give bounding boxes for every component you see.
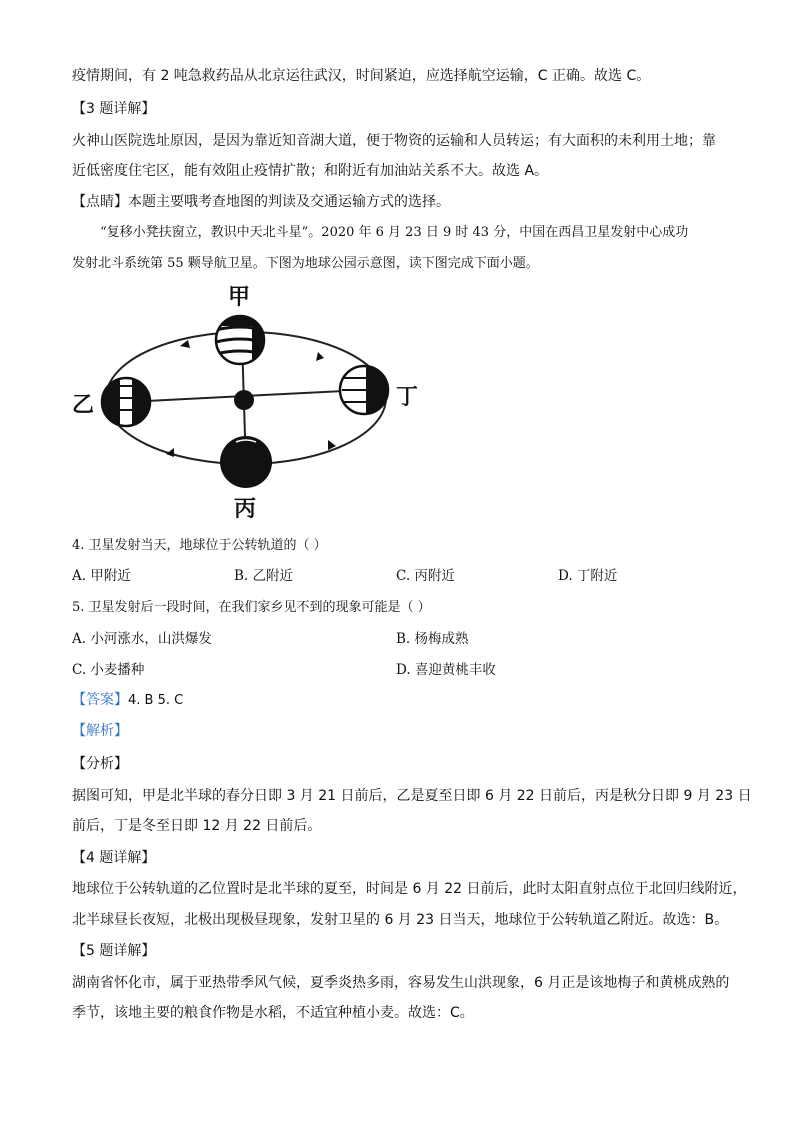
label-bing: 丙 bbox=[234, 496, 257, 522]
paragraph-q3-line1: 火神山医院选址原因，是因为靠近知音湖大道，便于物资的运输和人员转运；有大面积的未利用土地；靠 bbox=[72, 133, 716, 149]
orbit-arrow-icon bbox=[316, 352, 324, 361]
answer-text: 4. B 5. C bbox=[128, 693, 184, 708]
q4-detail-line1: 地球位于公转轨道的乙位置时是北半球的夏至，时间是 6 月 22 日前后，此时太阳直射点位于北回归线附近， bbox=[72, 881, 747, 897]
q5-option-c[interactable]: C. 小麦播种 bbox=[72, 662, 145, 678]
earth-orbit-diagram bbox=[66, 282, 426, 522]
q5-detail-line2: 季节，该地主要的粮食作物是水稻，不适宜种植小麦。故选：C。 bbox=[72, 1005, 474, 1021]
q5-option-d[interactable]: D. 喜迎黄桃丰收 bbox=[396, 662, 496, 678]
analysis-line2: 前后，丁是冬至日即 12 月 22 日前后。 bbox=[72, 818, 322, 834]
jiexi-label: 【解析】 bbox=[72, 723, 128, 739]
q5-option-b[interactable]: B. 杨梅成熟 bbox=[396, 631, 469, 647]
q4-option-a[interactable]: A. 甲附近 bbox=[72, 568, 131, 584]
paragraph-q3-line2: 近低密度住宅区，能有效阻止疫情扩散；和附近有加油站关系不大。故选 A。 bbox=[72, 163, 549, 179]
analysis-line1: 据图可知，甲是北半球的春分日即 3 月 21 日前后，乙是夏至日即 6 月 22 日前后，丙是秋分日即 9 月 23 日 bbox=[72, 788, 752, 804]
answer-row bbox=[72, 690, 183, 711]
intro-line2: 发射北斗系统第 55 颗导航卫星。下图为地球公园示意图，读下图完成下面小题。 bbox=[72, 256, 539, 271]
q5-stem: 5. 卫星发射后一段时间，在我们家乡见不到的现象可能是（ ） bbox=[72, 600, 431, 615]
intro-line1: “复移小凳扶窗立，教识中天北斗星”。2020 年 6 月 23 日 9 时 43 分，中国在西昌卫星发射中心成功 bbox=[100, 225, 689, 240]
paragraph-dianjing: 【点睛】本题主要哦考查地图的判读及交通运输方式的选择。 bbox=[72, 194, 450, 210]
label-ding: 丁 bbox=[396, 384, 419, 410]
q5-option-a[interactable]: A. 小河涨水，山洪爆发 bbox=[72, 631, 212, 647]
heading-q4-detail: 【4 题详解】 bbox=[72, 850, 156, 866]
q4-stem: 4. 卫星发射当天，地球位于公转轨道的（ ） bbox=[72, 538, 327, 553]
q5-detail-line1: 湖南省怀化市，属于亚热带季风气候，夏季炎热多雨，容易发生山洪现象，6 月正是该地梅子和黄桃成熟的 bbox=[72, 975, 730, 991]
paragraph-answer-prev: 疫情期间，有 2 吨急救药品从北京运往武汉，时间紧迫，应选择航空运输，C 正确。故选 C。 bbox=[72, 68, 651, 84]
earth-bing bbox=[220, 436, 272, 488]
q4-detail-line2: 北半球昼长夜短，北极出现极昼现象，发射卫星的 6 月 23 日当天，地球位于公转轨道乙附近。故选：B。 bbox=[72, 912, 729, 928]
q4-option-b[interactable]: B. 乙附近 bbox=[234, 568, 294, 584]
label-yi: 乙 bbox=[72, 392, 95, 418]
label-jia: 甲 bbox=[228, 284, 251, 310]
orbit-arrow-icon bbox=[180, 340, 190, 348]
heading-q5-detail: 【5 题详解】 bbox=[72, 943, 156, 959]
earth-jia bbox=[216, 316, 264, 364]
earth-ding bbox=[340, 366, 390, 414]
answer-label: 【答案】 bbox=[72, 692, 128, 708]
q4-option-d[interactable]: D. 丁附近 bbox=[558, 568, 618, 584]
fenxi-heading: 【分析】 bbox=[72, 756, 128, 772]
earth-yi bbox=[102, 378, 150, 426]
sun bbox=[234, 390, 254, 410]
q4-option-c[interactable]: C. 丙附近 bbox=[396, 568, 455, 584]
heading-q3-detail: 【3 题详解】 bbox=[72, 101, 156, 117]
